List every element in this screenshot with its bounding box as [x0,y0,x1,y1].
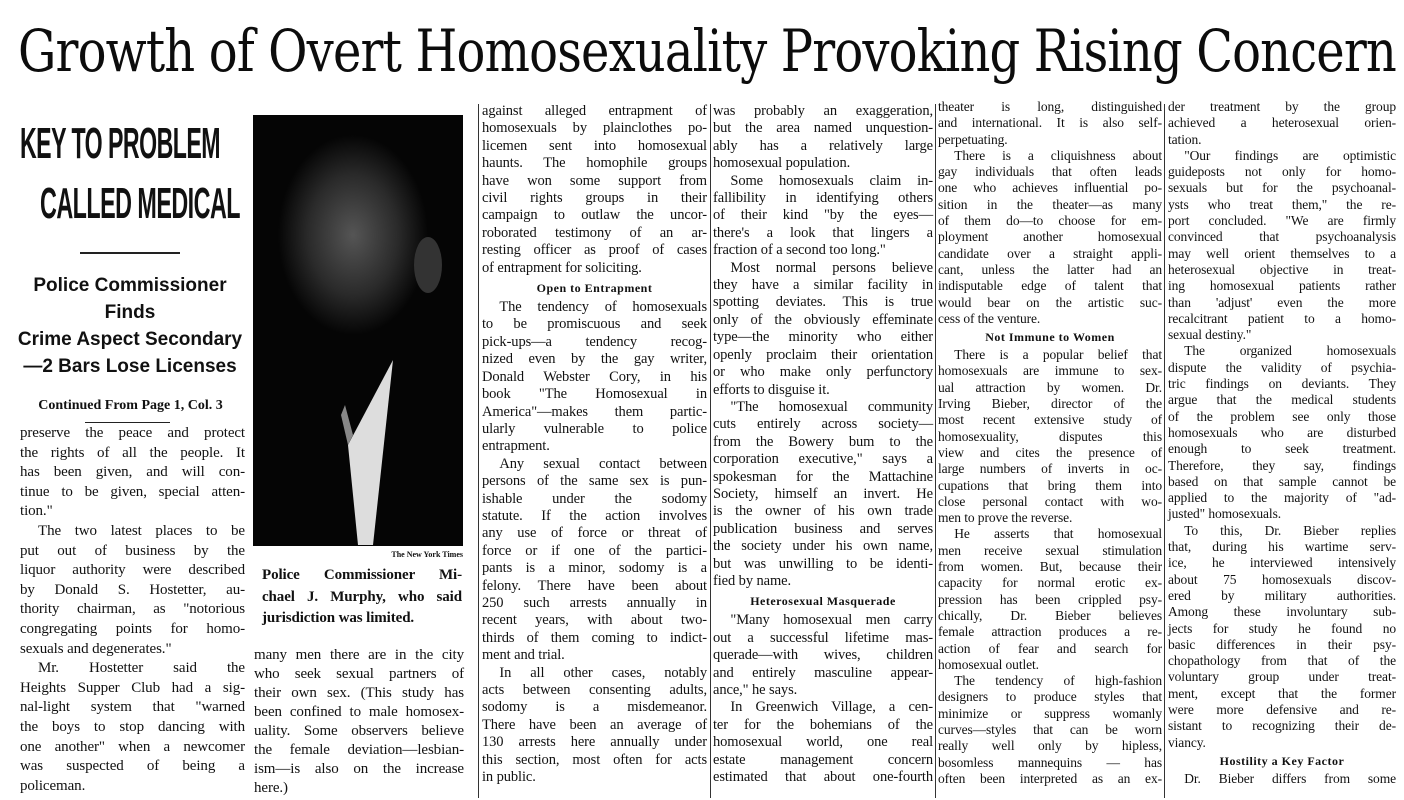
photo-credit: The New York Times [391,550,463,559]
text-line: achieved a heterosexual orien- [1168,115,1396,131]
text-line: would bear on the artistic suc- [938,294,1162,310]
text-line: corporation executive," says a [713,451,933,468]
paragraph [938,347,1162,526]
deck-line: —2 Bars Lose Licenses [23,356,237,377]
text-line: preserve the peace and protect [20,425,245,441]
text-line: ably has a relatively large [713,137,933,154]
text-line: based on that sample cannot be [1168,473,1396,489]
paragraph [1168,99,1396,148]
paragraph [713,612,933,699]
text-line: homosexuals who are disturbed [1168,424,1396,440]
text-line: homosexual population. [713,155,851,172]
paragraph [20,424,245,522]
text-line: chically, Dr. Bieber believes [938,607,1162,623]
text-line: pression has been crippled psy- [938,591,1162,607]
text-line: homosexual world, one real [713,734,933,751]
text-line: Among these involuntary sub- [1168,604,1396,620]
deck-line: Crime Aspect Secondary [17,329,243,350]
text-line: most recent extensive study of [938,412,1162,428]
text-line: was probably an exaggeration, [713,103,933,119]
text-line: any use of force or threat of [482,525,707,542]
text-line: Mr. Hostetter said the [38,660,245,677]
text-line: To this, Dr. Bieber replies [1184,522,1396,538]
text-line: but was unwilling to be identi- [713,555,933,572]
paragraph [713,173,933,260]
section-heading: Open to Entrapment [536,281,653,296]
text-line: ual attraction by women. Dr. [938,379,1162,395]
text-line: there's a look that lingers a [713,224,933,241]
text-line: one another" when a newcomer [20,738,245,755]
text-line: enough to seek treatment. [1168,441,1396,457]
text-line: Irving Bieber, director of the [938,396,1162,412]
text-line: jects for study he found no [1168,620,1396,636]
text-line: port concluded. "We are firmly [1168,213,1396,229]
text-line: entrapment. [482,438,550,455]
text-line: really well only by hipless, [938,738,1162,754]
text-line: against alleged entrapment of [482,103,707,119]
text-line: persons of the same sex is pun- [482,473,707,490]
text-line: and entirely masculine appear- [713,664,933,681]
text-line: the boys to stop dancing with [20,718,245,735]
text-line: der treatment by the group [1168,99,1396,114]
text-line: often been interpreted as an ex- [938,770,1162,786]
text-line: about 75 homosexuals discov- [1168,571,1396,587]
text-line: viancy. [1168,734,1206,750]
text-line: voluntary group under treat- [1168,669,1396,685]
text-line: from women. But, because their [938,559,1162,575]
text-line: of their kind "by the eyes— [713,207,933,224]
text-line: ice, he interviewed intensively [1168,555,1396,571]
text-line: He asserts that homosexual [954,526,1162,542]
text-line: they have a similar facility in [713,277,933,294]
text-line: force or if one of the partici- [482,542,707,559]
text-line: thirds of them coming to indict- [482,629,707,646]
text-line: sexuals but for the psychoanal- [1168,180,1396,196]
headline-text: Growth of Overt Homosexuality Provoking Rising Concern [18,17,1396,85]
text-line: sodomy is a misdemeanor. [482,699,707,716]
text-line: argue that the medical students [1168,392,1396,408]
paragraph [938,148,1162,327]
text-line: convinced that psychoanalysis [1168,229,1396,245]
text-line: who seek sexual partners of [254,666,464,682]
text-line: ism—is also on the increase [254,761,464,777]
text-line: thority chairman, as "notorious [20,601,245,618]
text-line: The organized homosexuals [1184,343,1396,359]
text-line: licemen sent into homosexual [482,137,707,154]
paragraph [254,646,464,798]
text-line: of the problem see only those [1168,408,1396,424]
text-line: spokesman for the Mattachine [713,468,933,485]
kicker-line-1: KEY TO PROBLEM [20,119,220,168]
text-line: ysts who treat them," the re- [1168,196,1396,212]
text-line: America"—makes them partic- [482,403,707,420]
paragraph [938,673,1162,787]
text-line: Any sexual contact between [499,455,707,472]
text-line: openly proclaim their orientation [713,346,933,363]
divider [85,422,170,423]
text-line: "The homosexual community [730,398,933,415]
paragraph [713,103,933,173]
text-line: congregating points for homo- [20,620,245,637]
text-line: uality. Some observers believe [254,723,464,739]
text-line: recalcitrant patient to a homo- [1168,310,1396,326]
paragraph [713,399,933,590]
text-line: action of fear and search for [938,640,1162,656]
text-line: bosomless mannequins — has [938,754,1162,770]
paragraph [713,699,933,786]
section-heading: Not Immune to Women [985,330,1115,345]
text-line: The tendency of high-fashion [954,673,1162,689]
text-line: spotting deviates. This is true [713,294,933,311]
text-line: Most normal persons believe [730,259,933,276]
text-line: nal-light system that "warned [20,699,245,716]
text-line: ing homosexual patients rather [1168,278,1396,294]
text-line: resting officer as proof of cases [482,242,707,259]
text-line: homosexuality, disputes this [938,428,1162,444]
text-line: ment and trial. [482,647,565,664]
text-line: view and cites the presence of [938,444,1162,460]
text-line: 130 arrests here annually under [482,734,707,751]
text-line: dispute the validity of psychia- [1168,359,1396,375]
text-line: or who make only perfunctory [713,364,933,381]
text-line: acts between consenting adults, [482,682,707,698]
text-line: homosexual outlet. [938,656,1039,672]
text-line: liquor authority were described [20,562,245,579]
text-line: the society under his own name, [713,538,933,555]
text-line: close personal contact with wo- [938,493,1162,509]
text-line: in public. [482,769,536,786]
column-rule [1164,104,1165,798]
paragraph [482,103,707,277]
text-line: minimize or suppress womanly [938,705,1162,721]
text-line: civil rights groups in their [482,190,707,207]
text-line: haunts. The homophile groups [482,155,707,172]
text-line: There is a cliquishness about [954,147,1162,163]
text-line: efforts to disguise it. [713,381,830,398]
text-line: here.) [254,780,288,796]
text-line: Dr. Bieber differs from some [1184,770,1396,786]
text-line: policeman. [20,777,86,794]
paragraph [20,522,245,659]
text-line: justed" homosexuals. [1168,506,1282,522]
text-line: statute. If the action involves [482,507,707,524]
text-line: heterosexual objective in treat- [1168,261,1396,277]
text-line: "Our findings are optimistic [1184,147,1396,163]
text-line: publication business and serves [713,520,933,537]
deck [10,272,250,380]
text-line: than 'adjust' even the more [1168,294,1396,310]
text-line: The tendency of homosexuals [499,299,707,316]
paragraph [1168,771,1396,787]
text-line: and international. It is also self- [938,115,1162,131]
kicker-line-2: CALLED MEDICAL [40,179,240,228]
section-heading: Heterosexual Masquerade [750,594,896,609]
text-line: homosexuals are immune to sex- [938,363,1162,379]
text-line: gay individuals that often leads [938,164,1162,180]
text-line: Heights Supper Club had a sig- [20,679,245,696]
portrait-image [253,115,463,546]
text-line: sexual destiny." [1168,327,1252,343]
paragraph [1168,343,1396,522]
continued-line: Continued From Page 1, Col. 3 [38,398,223,413]
text-line: pants is a minor, sodomy is a [482,560,707,577]
text-line: ance," he says. [713,682,798,698]
headline [18,6,1396,96]
text-line: There have been an average of [482,716,707,733]
text-line: one who achieves influential po- [938,180,1162,196]
text-line: tion." [20,503,53,520]
text-line: Therefore, they say, findings [1168,457,1396,473]
text-line: recent years, with about two- [482,612,707,629]
article-column-6 [1168,99,1396,787]
paragraph [938,99,1162,148]
text-line: been confined to male homosex- [254,704,464,720]
text-line: this section, most often for acts [482,751,707,768]
text-line: men receive sexual stimulation [938,542,1162,558]
text-line: book "The Homosexual in [482,386,707,403]
text-line: tric findings on deviants. They [1168,376,1396,392]
text-line: has been given, and will con- [20,464,245,481]
photo-caption [262,565,462,630]
text-line: female attraction produces a re- [938,624,1162,640]
text-line: felony. There have been about [482,577,707,594]
column-rule [478,104,479,798]
portrait-photo [253,115,463,546]
caption-line: chael J. Murphy, who said [262,588,462,605]
text-line: nized even by the gay writer, [482,351,707,368]
text-line: perpetuating. [938,131,1008,147]
text-line: pick-ups—a tendency recog- [482,333,707,350]
text-line: is the owner of his own trade [713,503,933,520]
text-line: ishable under the sodomy [482,490,707,507]
text-line: ularly vulnerable to police [482,420,707,437]
deck-line: Police Commissioner Finds [33,275,227,323]
text-line: were more defensive and re- [1168,701,1396,717]
text-line: theater is long, distinguished [938,99,1162,114]
text-line: cess of the venture. [938,310,1041,326]
text-line: their own sex. (This study has [254,685,464,701]
paragraph [20,659,245,796]
paragraph [482,665,707,787]
text-line: that, during his wartime serv- [1168,539,1396,555]
text-line: sexuals and degenerates." [20,640,172,657]
text-line: fied by name. [713,572,792,589]
text-line: querade—with wives, children [713,647,933,664]
text-line: homosexuals by plainclothes po- [482,120,707,137]
article-column-1 [20,424,245,796]
text-line: sistant to recognizing their de- [1168,718,1396,734]
text-line: guideposts not only for homo- [1168,164,1396,180]
text-line: only of the obviously effeminate [713,311,933,328]
text-line: of entrapment for soliciting. [482,259,642,276]
text-line: to be promiscuous and seek [482,316,707,333]
text-line: basic differences in their psy- [1168,636,1396,652]
text-line: many men there are in the city [254,647,464,663]
text-line: type—the minority who either [713,329,933,346]
text-line: ered by military authorities. [1168,587,1396,603]
text-line: from the Bowery bum to the [713,433,933,450]
article-column-2 [254,646,464,798]
text-line: cupations that bring them into [938,477,1162,493]
text-line: cuts entirely across society— [713,416,933,433]
text-line: In Greenwich Village, a cen- [730,699,933,716]
text-line: sition in the theater—as many [938,196,1162,212]
text-line: tation. [1168,131,1202,147]
text-line: fraction of a second too long." [713,242,886,259]
text-line: but the area named unquestion- [713,120,933,137]
text-line: 250 such arrests annually in [482,594,707,611]
divider [80,252,180,254]
paragraph [1168,148,1396,344]
text-line: by Donald S. Hostetter, au- [20,581,245,598]
text-line: may well orient themselves to a [1168,245,1396,261]
text-line: There is a popular belief that [954,347,1162,363]
text-line: was suspected of being a [20,758,245,775]
text-line: chopathology from that of the [1168,653,1396,669]
text-line: estimated that about one-fourth [713,769,933,786]
article-column-4 [713,103,933,786]
text-line: The two latest places to be [38,522,245,539]
text-line: Society, himself an invert. He [713,485,933,502]
text-line: ment, except that the former [1168,685,1396,701]
article-column-3 [482,103,707,786]
text-line: estate management concern [713,751,933,768]
text-line: ter for the bohemians of the [713,716,933,733]
text-line: In all other cases, notably [499,664,707,681]
text-line: men to prove the reverse. [938,510,1073,526]
paragraph [482,456,707,665]
paragraph [713,260,933,399]
text-line: tinue to be given, special atten- [20,483,245,500]
text-line: have won some support from [482,172,707,189]
text-line: applied to the majority of "ad- [1168,490,1396,506]
text-line: candidate over a straight appli- [938,245,1162,261]
caption-line: Police Commissioner Mi- [262,567,462,583]
caption-line: jurisdiction was limited. [262,610,415,626]
text-line: roborated testimony of an ar- [482,224,707,241]
paragraph [1168,523,1396,751]
text-line: Some homosexuals claim in- [730,172,933,189]
text-line: "Many homosexual men carry [730,612,933,629]
section-heading: Hostility a Key Factor [1219,753,1345,768]
text-line: large numbers of inverts in oc- [938,461,1162,477]
text-line: the female deviation—lesbian- [254,742,464,758]
text-line: Donald Webster Cory, in his [482,368,707,385]
text-line: fallibility in identifying others [713,190,933,207]
text-line: put out of business by the [20,542,245,559]
article-column-5 [938,99,1162,787]
text-line: campaign to outlaw the uncor- [482,207,707,224]
column-rule [710,104,711,798]
text-line: ployment another homosexual [938,229,1162,245]
text-line: the rights of all the people. It [20,444,245,461]
text-line: curves—styles that can be worn [938,721,1162,737]
column-rule [935,104,936,798]
text-line: capacity for normal erotic ex- [938,575,1162,591]
text-line: out a successful lifetime mas- [713,629,933,646]
text-line: of them do—to choose for em- [938,213,1162,229]
text-line: designers to produce styles that [938,689,1162,705]
paragraph [938,526,1162,673]
text-line: indisputable edge of talent that [938,278,1162,294]
text-line: cant, unless the latter had an [938,261,1162,277]
paragraph [482,299,707,456]
